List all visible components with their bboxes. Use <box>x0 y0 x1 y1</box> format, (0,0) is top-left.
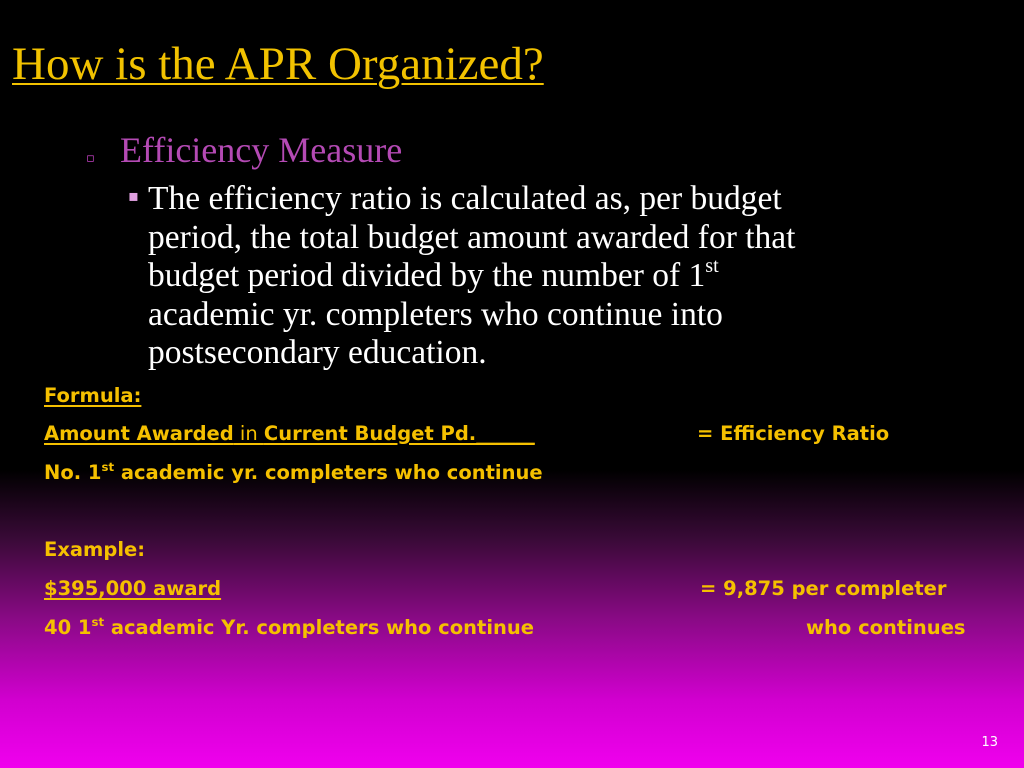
bullet-efficiency-definition <box>128 180 1008 373</box>
definition-line: academic yr. completers who continue into <box>148 295 723 333</box>
definition-line: postsecondary education. <box>148 334 487 371</box>
example-label: Example: <box>44 538 146 561</box>
formula-denominator-pre: No. 1 <box>44 461 102 484</box>
formula-numerator-a: Amount Awarded <box>44 422 234 445</box>
bullet-level1-text: Efficiency Measure <box>120 130 403 170</box>
formula-numerator <box>44 421 535 447</box>
hollow-square-bullet-icon: ▫ <box>86 151 95 166</box>
page-number: 13 <box>981 735 998 750</box>
example-denominator-post: academic Yr. completers who continue <box>104 616 535 639</box>
formula-numerator-in: in <box>233 422 264 445</box>
formula-result: = Efficiency Ratio <box>697 422 890 445</box>
superscript: st <box>705 254 719 277</box>
superscript: st <box>91 614 105 629</box>
filled-square-bullet-icon: ▪ <box>128 186 139 205</box>
bullet-level2-text <box>148 180 998 373</box>
bullet-efficiency-measure <box>86 128 402 172</box>
formula-label: Formula: <box>44 384 142 407</box>
definition-line: The efficiency ratio is calculated as, per budget <box>148 180 782 217</box>
example-result-continued: who continues <box>806 616 966 639</box>
example-numerator: $395,000 award <box>44 577 222 600</box>
definition-line <box>148 254 998 296</box>
example-denominator-pre: 40 1 <box>44 616 92 639</box>
example-denominator <box>44 615 534 641</box>
formula-denominator <box>44 460 543 486</box>
slide-title: How is the APR Organized? <box>12 38 544 90</box>
superscript: st <box>101 459 115 474</box>
formula-denominator-post: academic yr. completers who continue <box>114 461 543 484</box>
definition-line: period, the total budget amount awarded for that <box>148 218 796 256</box>
example-result: = 9,875 per completer <box>700 577 947 600</box>
definition-line-text: budget period divided by the number of 1 <box>148 257 706 294</box>
formula-numerator-b: Current Budget Pd.______ <box>263 422 535 445</box>
